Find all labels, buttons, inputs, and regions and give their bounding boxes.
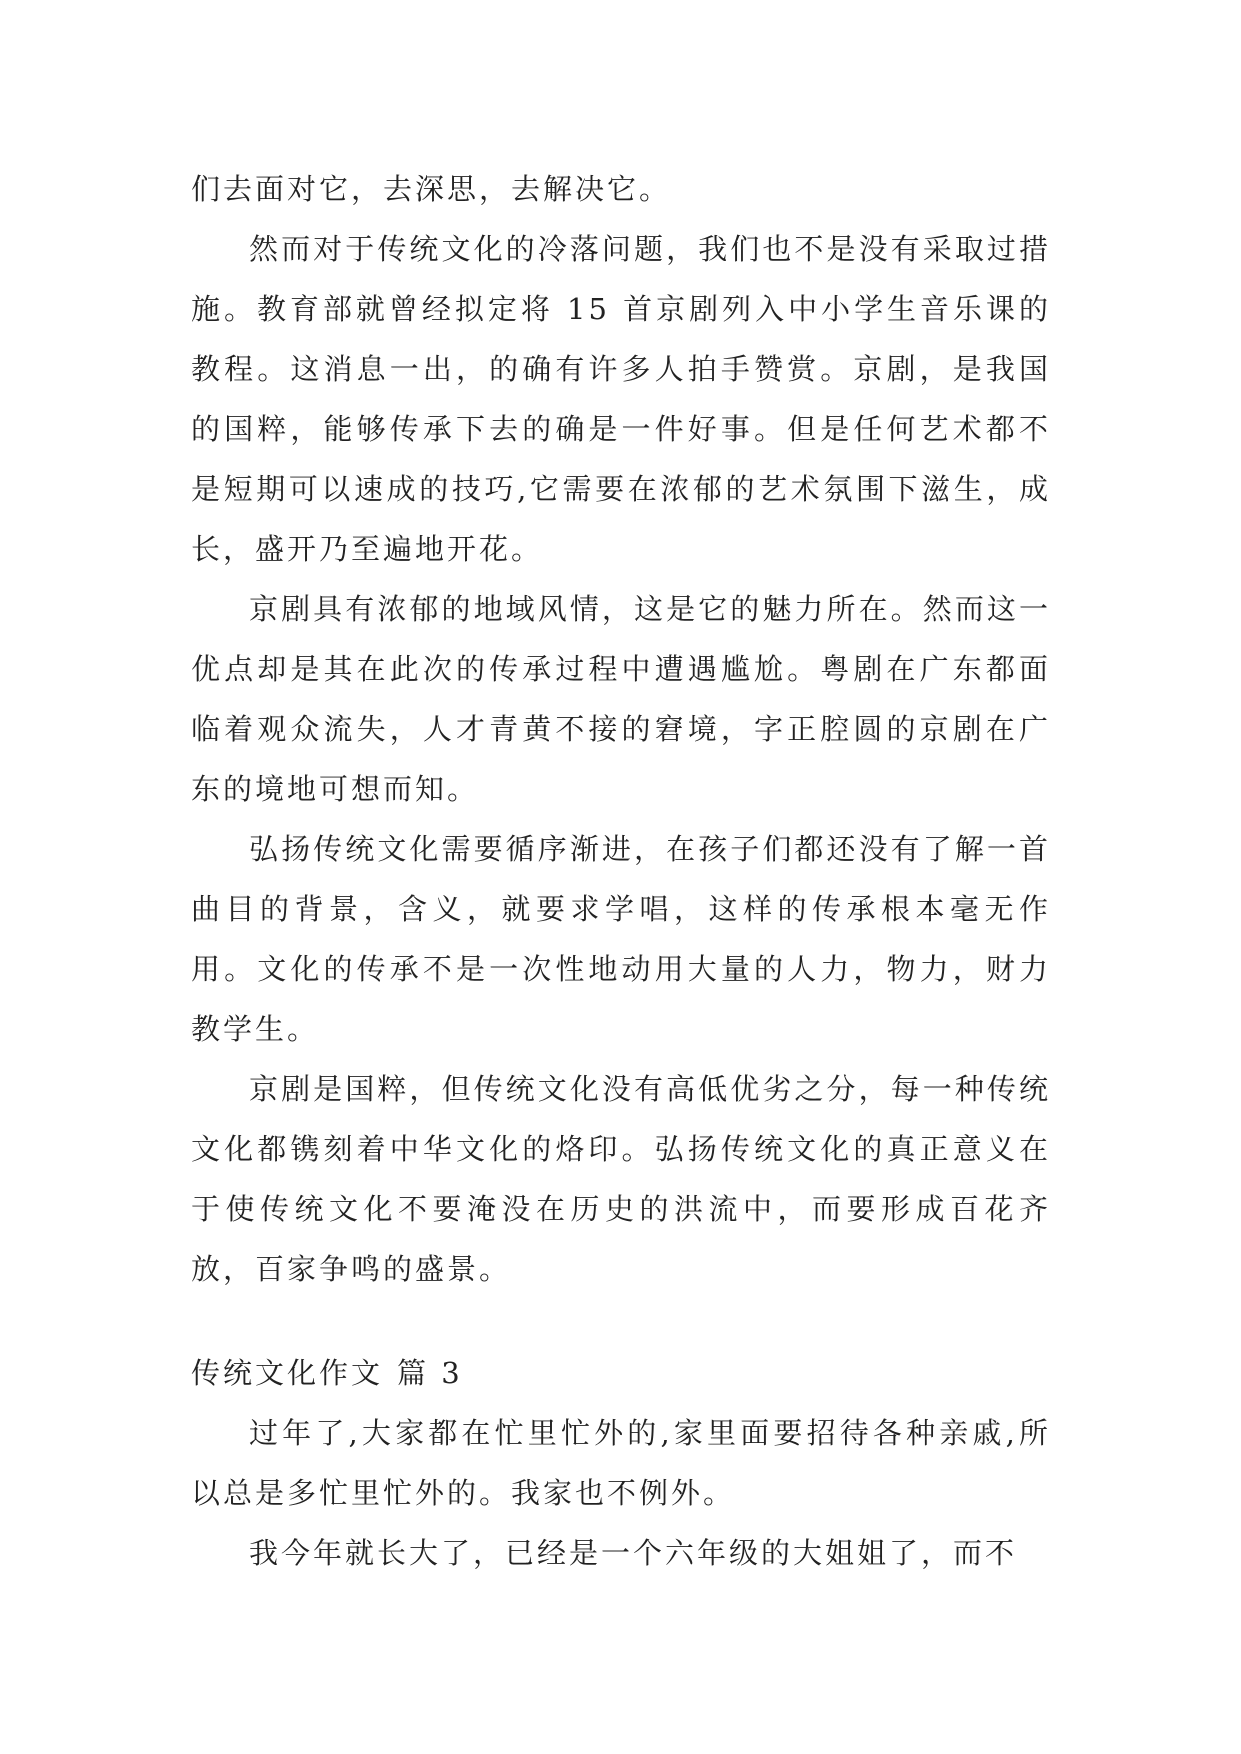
section-number: 篇 3: [397, 1356, 463, 1390]
paragraph-2: 然而对于传统文化的冷落问题，我们也不是没有采取过措施。教育部就曾经拟定将 15 首京剧列入中小学生音乐课的教程。这消息一出，的确有许多人拍手赞赏。京剧，是我国的国粹，能够传承下去的确是一件好事。但是任何艺术都不是短期可以速成的技巧,它需要在浓郁的艺术氛围下滋生，成长，盛开乃至遍地开花。: [191, 232, 1051, 566]
paragraph-5: 京剧是国粹，但传统文化没有高低优劣之分，每一种传统文化都镌刻着中华文化的烙印。弘扬传统文化的真正意义在于使传统文化不要淹没在历史的洪流中，而要形成百花齐放，百家争鸣的盛景。: [191, 1072, 1051, 1286]
section-title: 传统文化作文: [191, 1356, 384, 1390]
paragraph-3: 京剧具有浓郁的地域风情，这是它的魅力所在。然而这一优点却是其在此次的传承过程中遭遇尴尬。粤剧在广东都面临着观众流失，人才青黄不接的窘境，字正腔圆的京剧在广东的境地可想而知。: [191, 592, 1051, 806]
section-heading: [191, 1343, 1051, 1403]
section-spacer: [191, 1299, 1051, 1343]
paragraph-6: 过年了,大家都在忙里忙外的,家里面要招待各种亲戚,所以总是多忙里忙外的。我家也不例外。: [191, 1416, 1051, 1510]
paragraph-1: 们去面对它，去深思，去解决它。: [191, 172, 672, 206]
document-body: [191, 159, 1051, 1583]
paragraph-7: 我今年就长大了，已经是一个六年级的大姐姐了，而不: [249, 1536, 1018, 1570]
paragraph-4: 弘扬传统文化需要循序渐进，在孩子们都还没有了解一首曲目的背景，含义，就要求学唱，这样的传承根本毫无作用。文化的传承不是一次性地动用大量的人力，物力，财力教学生。: [191, 832, 1051, 1046]
